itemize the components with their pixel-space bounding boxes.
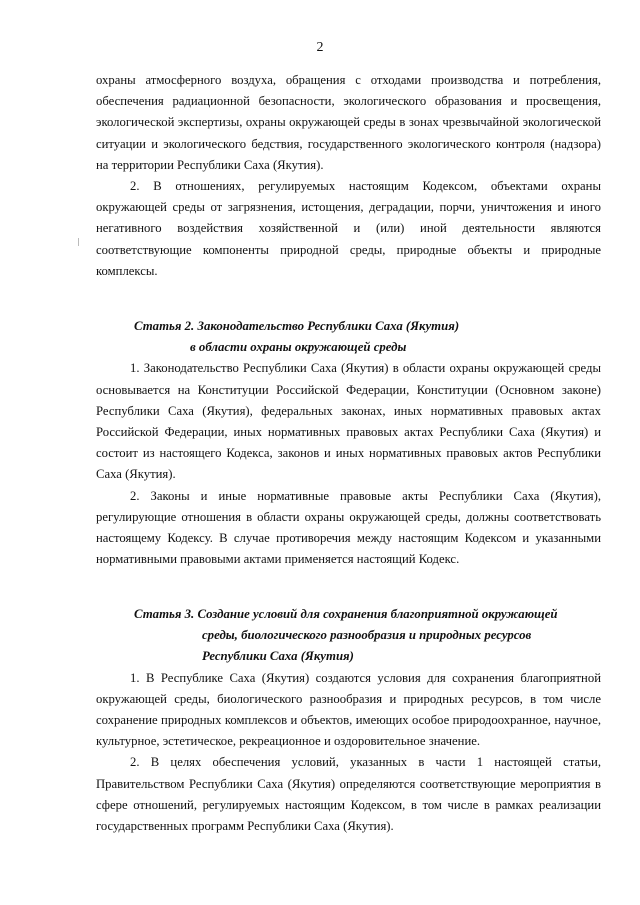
article-3-heading: [96, 604, 601, 668]
article-3-heading-line-1: Статья 3. Создание условий для сохранения благоприятной окружающей: [134, 607, 558, 621]
paragraph-intro-continuation: охраны атмосферного воздуха, обращения с отходами производства и потребления, обеспечения радиационной безопасности, экологического образования и просвещения, экологической экспертизы, охраны окружающей среды в зонах чрезвычайной экологической ситуации и экологического бедствия, государственного экологического контроля (надзора) на территории Республики Саха (Якутия).: [96, 73, 601, 172]
article-3-paragraph-2: 2. В целях обеспечения условий, указанных в части 1 настоящей статьи, Правительством Республики Саха (Якутия) определяются соответствующие мероприятия в сфере отношений, регулируемых настоящим Кодексом, в том числе в рамках реализации государственных программ Республики Саха (Якутия).: [96, 755, 601, 834]
article-2-heading-line-1: Статья 2. Законодательство Республики Саха (Якутия): [134, 319, 460, 333]
article-2: [96, 316, 601, 570]
article-3-heading-line-3: Республики Саха (Якутия): [202, 649, 354, 664]
article-2-paragraph-1: 1. Законодательство Республики Саха (Якутия) в области охраны окружающей среды основывается на Конституции Российской Федерации, Конституции (Основном законе) Республики Саха (Якутия), федеральных законах, иных нормативных правовых актах Российской Федерации, иных нормативных правовых актах Республики Саха (Якутия) и состоит из настоящего Кодекса, законов и иных нормативных правовых актов Республики Саха (Якутия).: [96, 361, 601, 482]
margin-mark: [78, 238, 79, 246]
page-number: 2: [316, 40, 324, 55]
paragraph-article1-part2: 2. В отношениях, регулируемых настоящим Кодексом, объектами охраны окружающей среды от загрязнения, истощения, деградации, порчи, уничтожения и иного негативного воздействия хозяйственной и (или) иной деятельности являются соответствующие компоненты природной среды, природные объекты и природные комплексы.: [96, 179, 601, 278]
article-3-heading-line-2: среды, биологического разнообразия и природных ресурсов: [202, 628, 532, 643]
article-2-heading: [96, 316, 601, 358]
article-3-paragraph-1: 1. В Республике Саха (Якутия) создаются условия для сохранения благоприятной окружающей среды, биологического разнообразия и природных ресурсов, в том числе сохранение природных комплексов и объектов, имеющих особое природоохранное, научное, культурное, эстетическое, рекреационное и оздоровительное значение.: [96, 670, 601, 749]
document-body: [96, 70, 601, 282]
article-2-paragraph-2: 2. Законы и иные нормативные правовые акты Республики Саха (Якутия), регулирующие отношения в области охраны окружающей среды, должны соответствовать настоящему Кодексу. В случае противоречия между настоящим Кодексом и указанными нормативными правовыми актами применяется настоящий Кодекс.: [96, 488, 601, 567]
article-3: [96, 604, 601, 837]
article-2-heading-line-2: в области охраны окружающей среды: [190, 340, 407, 355]
